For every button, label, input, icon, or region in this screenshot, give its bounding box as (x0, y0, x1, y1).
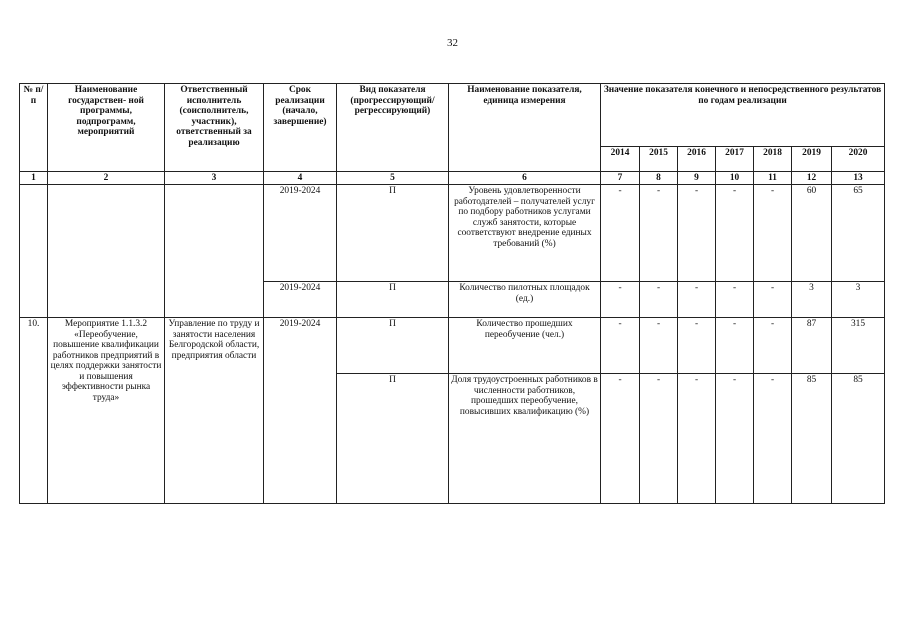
row-num: 10. (20, 318, 48, 504)
value-cell: 87 (792, 318, 832, 374)
header-num: № п/п (20, 84, 48, 172)
value-cell: 85 (832, 374, 885, 504)
row-term: 2019-2024 (264, 185, 337, 282)
column-number: 5 (337, 172, 449, 185)
row-indicator: Количество пилотных площадок (ед.) (449, 282, 601, 318)
column-number-row (20, 172, 885, 185)
value-cell: - (678, 185, 716, 282)
year-cell: 2018 (754, 147, 792, 172)
value-cell: - (678, 374, 716, 504)
value-cell: 315 (832, 318, 885, 374)
value-cell: 3 (792, 282, 832, 318)
header-row (20, 84, 885, 147)
row-term: 2019-2024 (264, 282, 337, 318)
header-responsible: Ответственный исполнитель (соисполнитель, участник), ответственный за реализацию (165, 84, 264, 172)
value-cell: - (640, 374, 678, 504)
value-cell: - (640, 185, 678, 282)
year-cell: 2017 (716, 147, 754, 172)
value-cell: - (601, 282, 640, 318)
column-number: 9 (678, 172, 716, 185)
column-number: 6 (449, 172, 601, 185)
column-number: 3 (165, 172, 264, 185)
row-name: Мероприятие 1.1.3.2 «Переобучение, повышение квалификации работников предприятий в целях поддержки занятости и повышения эффективности рынка труда» (48, 318, 165, 504)
column-number: 8 (640, 172, 678, 185)
header-type: Вид показателя (прогрессирующий/ регрессирующий) (337, 84, 449, 172)
value-cell: - (678, 282, 716, 318)
header-term: Срок реализации (начало, завершение) (264, 84, 337, 172)
value-cell: 3 (832, 282, 885, 318)
year-cell: 2020 (832, 147, 885, 172)
value-cell: 65 (832, 185, 885, 282)
value-cell: - (640, 318, 678, 374)
column-number: 10 (716, 172, 754, 185)
header-name: Наименование государствен- ной программы, подпрограмм, мероприятий (48, 84, 165, 172)
value-cell: - (754, 374, 792, 504)
value-cell: - (716, 282, 754, 318)
column-number: 1 (20, 172, 48, 185)
value-cell: - (716, 185, 754, 282)
value-cell: - (601, 318, 640, 374)
column-number: 7 (601, 172, 640, 185)
value-cell: 85 (792, 374, 832, 504)
row-responsible (165, 185, 264, 318)
value-cell: - (716, 374, 754, 504)
column-number: 2 (48, 172, 165, 185)
header-values: Значение показателя конечного и непосредственного результатов по годам реализации (601, 84, 885, 147)
value-cell: - (601, 374, 640, 504)
row-indicator: Количество прошедших переобучение (чел.) (449, 318, 601, 374)
page-number: 32 (447, 37, 458, 49)
year-cell: 2016 (678, 147, 716, 172)
header-indicator: Наименование показателя, единица измерения (449, 84, 601, 172)
year-cell: 2015 (640, 147, 678, 172)
row-num (20, 185, 48, 318)
value-cell: - (640, 282, 678, 318)
row-type: П (337, 318, 449, 374)
value-cell: - (716, 318, 754, 374)
column-number: 13 (832, 172, 885, 185)
value-cell: - (754, 185, 792, 282)
year-cell: 2014 (601, 147, 640, 172)
value-cell: 60 (792, 185, 832, 282)
column-number: 4 (264, 172, 337, 185)
column-number: 12 (792, 172, 832, 185)
row-term: 2019-2024 (264, 318, 337, 504)
value-cell: - (678, 318, 716, 374)
row-type: П (337, 282, 449, 318)
row-indicator: Уровень удовлетворенности работодателей – получателей услуг по подбору работников услугами служб занятости, которые соответствуют внедрение единых требований (%) (449, 185, 601, 282)
program-table (19, 83, 885, 504)
row-name (48, 185, 165, 318)
column-number: 11 (754, 172, 792, 185)
table-row (20, 318, 885, 374)
row-indicator: Доля трудоустроенных работников в численности работников, прошедших переобучение, повысивших квалификацию (%) (449, 374, 601, 504)
row-responsible: Управление по труду и занятости населения Белгородской области, предприятия области (165, 318, 264, 504)
year-cell: 2019 (792, 147, 832, 172)
table-row (20, 185, 885, 282)
row-type: П (337, 374, 449, 504)
value-cell: - (754, 318, 792, 374)
row-type: П (337, 185, 449, 282)
value-cell: - (601, 185, 640, 282)
value-cell: - (754, 282, 792, 318)
